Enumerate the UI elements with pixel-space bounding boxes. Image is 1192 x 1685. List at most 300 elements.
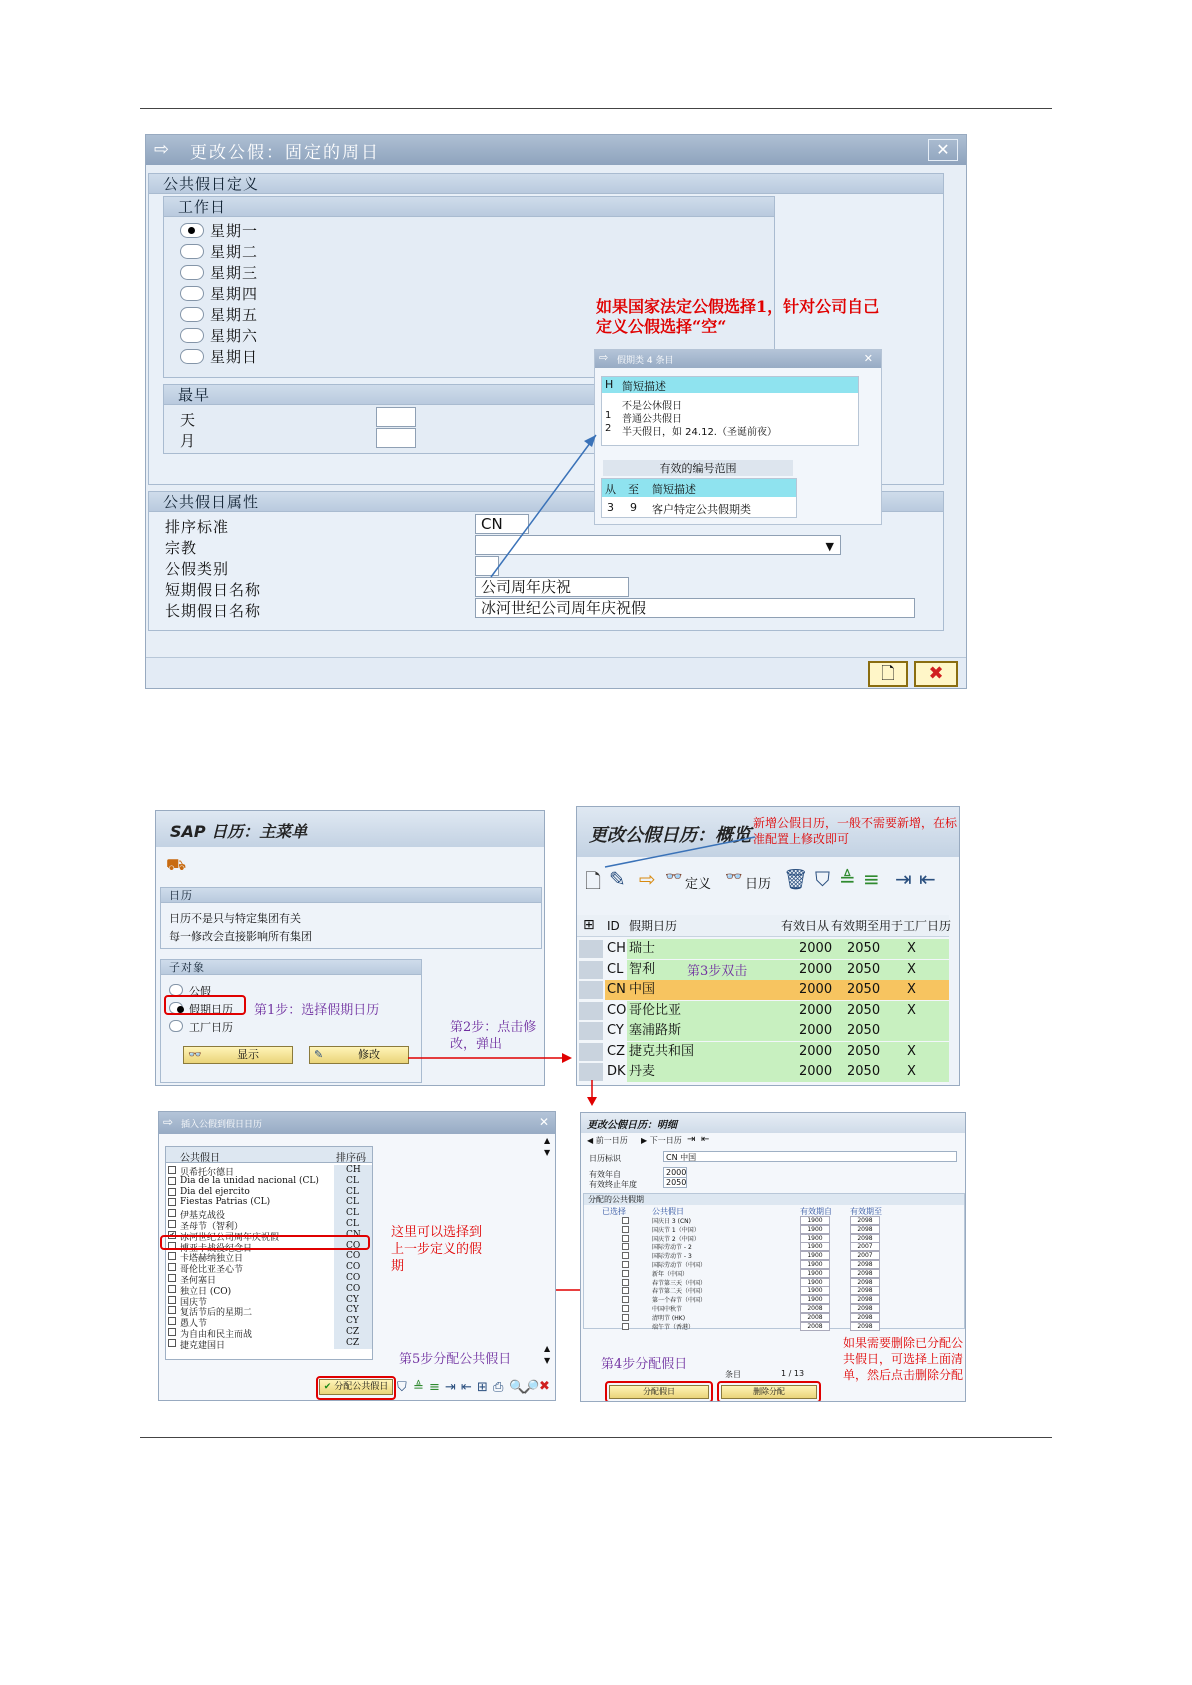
next-calendar-button[interactable]: ▶ 下一日历 [641,1136,682,1145]
list-item[interactable] [166,1176,372,1187]
select-all-icon[interactable]: ⇥ [445,1380,456,1395]
popup-close-icon[interactable]: ✕ [863,352,873,365]
table-row[interactable] [584,1242,964,1251]
assigned-checkbox[interactable] [622,1279,629,1286]
display-button-label: 显示 [237,1048,259,1061]
holiday-name: 复活节后的星期二 [180,1308,253,1319]
table-row[interactable] [584,1269,964,1278]
label-sort-criteria: 排序标准 [165,518,230,536]
label-valid-from: 有效年自 [589,1170,621,1179]
short-name-input[interactable]: 公司周年庆祝 [475,577,629,597]
holiday-checkbox[interactable]: ✔ [169,1230,175,1239]
holiday-code: CN [346,1229,361,1240]
holiday-code: CL [346,1175,359,1186]
new-document-button[interactable]: 🗋 [868,661,908,687]
popup-row-text[interactable]: 不是公休假日 [622,401,682,412]
holiday-name: 伊基克战役 [180,1211,226,1222]
assigned-checkbox[interactable] [622,1252,629,1259]
step4-annotation: 第4步分配假日 [601,1357,688,1372]
holiday-code: CY [346,1305,359,1316]
weekday-label: 星期二 [210,243,259,261]
assigned-holiday-name: 国庆日 3 (CN) [652,1218,691,1225]
overview-col-header: ID [607,919,620,933]
list-item[interactable] [166,1165,372,1176]
holiday-checkbox[interactable] [168,1188,176,1196]
holiday-name: 圣母节（智利） [180,1222,244,1232]
row-to: 2050 [847,1043,881,1059]
calendar-note-1: 日历不是只与特定集团有关 [169,912,301,925]
close-icon[interactable]: ✕ [928,139,958,161]
valid-from-field[interactable]: 2000 [663,1167,687,1178]
assigned-checkbox[interactable] [622,1314,629,1321]
holiday-calendar-detail [580,1112,966,1402]
list-item[interactable] [166,1284,372,1295]
list-item[interactable] [166,1305,372,1319]
assigned-to: 2098 [850,1260,880,1269]
step1-annotation: 第1步：选择假期日历 [254,1003,380,1018]
row-id: CN [607,982,626,997]
highlight-assign-button [605,1381,713,1402]
main-menu-title: SAP 日历：主菜单 [170,822,308,841]
assigned-from: 1900 [800,1286,830,1295]
insert-annotation: 这里可以选择到上一步定义的假期 [391,1225,483,1274]
range-col-from: 从 [605,483,616,496]
holiday-code: CL [346,1208,359,1219]
highlight-assign-holiday-button [316,1376,396,1400]
glasses-icon: 👓 [188,1048,202,1061]
holiday-code: CY [346,1294,359,1305]
detail-nav [581,1133,965,1147]
holiday-checkbox[interactable] [168,1209,176,1217]
row-id: CZ [607,1043,625,1059]
weekday-label: 星期日 [210,348,259,366]
assigned-to: 2098 [850,1278,880,1287]
row-from: 2000 [799,961,833,977]
table-row[interactable] [584,1304,964,1313]
scroll-bottom-down-icon[interactable]: ▼ [544,1356,551,1365]
list-item[interactable] [166,1262,372,1276]
group-holiday-definition-title: 公共假日定义 [149,174,943,194]
group-subobject-title: 子对象 [161,960,421,975]
holiday-name: 愚人节 [180,1319,208,1330]
insert-list [165,1146,373,1360]
scroll-up-icon[interactable]: ▲ [544,1136,551,1145]
assigned-checkbox[interactable] [622,1323,629,1330]
assigned-from: 1900 [800,1260,830,1269]
holiday-checkbox[interactable] [168,1285,176,1293]
print-icon[interactable]: ⎙ [493,1380,504,1395]
table-row[interactable] [584,1234,964,1243]
insert-col-holiday: 公共假日 [180,1153,220,1164]
calendar-glasses-icon[interactable]: 👓 [725,869,743,885]
insert-col-sort: 排序码 [336,1153,366,1164]
label-long-name: 长期假日名称 [165,602,262,620]
assigned-from: 1900 [800,1216,830,1225]
row-id: CY [607,1023,624,1038]
highlight-delete-button [717,1381,821,1402]
sort-criteria-input[interactable]: CN [475,514,529,534]
range-row-from: 3 [607,501,614,514]
assigned-from: 1900 [800,1269,830,1278]
label-short-name: 短期假日名称 [165,581,262,599]
group-earliest-title: 最早 [164,385,624,405]
assigned-checkbox[interactable] [622,1287,629,1294]
assigned-from: 1900 [800,1295,830,1304]
export-icon[interactable]: ⇥ [895,867,912,891]
row-to: 2050 [847,1064,881,1079]
list-item[interactable] [166,1197,372,1208]
assigned-from: 2008 [800,1304,830,1313]
edit-pencil-icon[interactable]: ✎ [609,867,626,891]
truck-icon[interactable]: ⛟ [166,855,187,874]
scroll-down-icon[interactable]: ▼ [544,1148,551,1157]
insert-titlebar [159,1112,555,1134]
entries-label: 条目 [725,1370,741,1379]
holiday-name: Fiestas Patrias (CL) [180,1197,271,1208]
row-name: 哥伦比亚 [629,1002,682,1018]
detail-import-icon[interactable]: ⇤ [701,1134,710,1145]
sort-descending-icon[interactable]: ≡ [863,867,880,891]
assigned-checkbox[interactable] [622,1217,629,1224]
label-calendar-id: 日历标识 [589,1154,621,1163]
row-used: X [907,961,916,977]
col-holiday: 公共假日 [652,1207,684,1216]
label-month: 月 [180,432,197,450]
overview-title: 更改公假日历：概览 [589,825,751,846]
row-from: 2000 [799,1043,833,1059]
assigned-holiday-name: 国际劳动节 - 2 [652,1244,692,1252]
group-assigned-holidays [583,1193,965,1329]
insert-holiday-dialog [158,1111,556,1401]
assigned-checkbox[interactable] [622,1235,629,1242]
prev-calendar-label: 前一日历 [595,1136,628,1145]
insert-list-header [166,1147,372,1163]
holiday-checkbox[interactable] [168,1166,176,1174]
table-settings-icon[interactable]: ⊞ [583,917,595,933]
row-to: 2050 [847,1002,881,1018]
annotation-holiday-class: 如果国家法定公假选择1，针对公司自己定义公假选择“空“ [596,297,880,336]
holiday-checkbox[interactable] [168,1220,176,1228]
table-row[interactable] [584,1313,964,1322]
overview-col-header: 假期日历 [629,919,678,933]
holiday-name: Dia del ejercito [180,1186,250,1197]
cancel-button[interactable]: ✖ [914,661,958,687]
assigned-to: 2098 [850,1234,880,1243]
assigned-holiday-name: 中国中秋节 [652,1306,683,1313]
assigned-holiday-name: 春节第三天（中国） [652,1279,707,1287]
holiday-code: CL [346,1197,359,1208]
row-to: 2050 [847,1023,881,1038]
assigned-from: 2008 [800,1322,830,1331]
overview-col-header: 有效期至 [831,919,880,933]
list-item[interactable] [166,1251,372,1265]
cancel-icon[interactable]: ✖ [539,1379,550,1394]
subobject-label: 公假 [189,985,211,998]
group-attributes-title: 公共假日属性 [149,492,943,512]
long-name-input[interactable]: 冰河世纪公司周年庆祝假 [475,598,915,618]
assigned-checkbox[interactable] [622,1296,629,1303]
subobject-label: 假期日历 [189,1003,233,1016]
assign-holiday-label: 分配假日 [643,1387,675,1396]
assigned-to: 2098 [850,1295,880,1304]
next-calendar-label: 下一日历 [649,1136,682,1145]
assigned-to: 2007 [850,1251,880,1260]
weekday-label: 星期五 [210,306,259,324]
holiday-checkbox[interactable] [168,1317,176,1325]
assigned-to: 2098 [850,1269,880,1278]
assigned-holiday-name: 新年（中国） [652,1270,689,1278]
list-item[interactable] [166,1187,372,1198]
detail-title: 更改公假日历：明细 [587,1120,677,1131]
insert-dialog-title: 插入公假到假日日历 [181,1120,263,1130]
assigned-from: 1900 [800,1234,830,1243]
assigned-holiday-name: 国庆节 1（中国） [652,1226,700,1234]
trash-icon[interactable]: 🗑 [783,867,809,891]
row-id: CL [607,961,624,977]
highlight-checked-holiday [160,1235,370,1250]
row-to: 2050 [847,982,881,997]
holiday-name: 哥伦比亚圣心节 [180,1265,244,1276]
insert-dialog-icon: ⇨ [163,1115,174,1129]
row-name: 瑞士 [629,941,656,956]
check-icon: ✔ [323,1382,332,1392]
holiday-name: 冰河世纪公司周年庆祝假 [180,1232,280,1243]
holiday-code: CZ [346,1327,360,1337]
assigned-checkbox[interactable] [622,1270,629,1277]
assigned-holiday-name: 国际劳动节（中国） [652,1262,707,1269]
row-used: X [907,1002,916,1018]
weekday-label: 星期一 [210,222,259,240]
assigned-to: 2007 [850,1242,880,1251]
holiday-code: CO [346,1273,361,1283]
assigned-from: 1900 [800,1225,830,1234]
assigned-from: 1900 [800,1278,830,1287]
label-religion: 宗教 [165,539,198,557]
holiday-name: 圣何塞日 [180,1276,217,1286]
assigned-holiday-name: 春节第二天（中国） [652,1288,707,1296]
holiday-checkbox[interactable] [168,1328,176,1336]
holiday-name: 贝希托尔德日 [180,1168,235,1178]
group-calendar-title: 日历 [161,888,541,903]
table-row[interactable] [584,1322,964,1331]
row-id: CH [607,941,626,956]
row-name: 捷克共和国 [629,1043,695,1059]
holiday-checkbox[interactable] [168,1296,176,1304]
assigned-checkbox[interactable] [622,1261,629,1268]
sort-ascending-icon[interactable]: ≜ [413,1380,424,1395]
holiday-name: 国庆节 [180,1297,208,1308]
holiday-checkbox[interactable] [168,1306,176,1314]
weekday-label: 星期六 [210,327,259,345]
delete-assignment-label: 删除分配 [753,1387,785,1396]
table-row[interactable] [584,1286,964,1295]
scroll-bottom-up-icon[interactable]: ▲ [544,1344,551,1353]
list-item[interactable] [166,1316,372,1330]
assigned-holiday-name: 国际劳动节 - 3 [652,1253,692,1261]
col-selected: 已选择 [602,1207,626,1216]
sort-ascending-icon[interactable]: ≜ [839,867,856,891]
popup-row-text[interactable]: 半天假日，如 24.12.（圣诞前夜） [622,427,777,438]
overview-annotation: 新增公假日历，一般不需要新增，在标准配置上修改即可 [753,816,958,846]
range-col-desc: 简短描述 [652,483,696,496]
holiday-name: 独立日 (CO) [180,1286,232,1297]
row-from: 2000 [799,1064,833,1079]
holiday-checkbox[interactable] [168,1198,176,1206]
popup-row-code: 1 [605,410,612,421]
holiday-name: Dia de la unidad nacional (CL) [180,1175,319,1186]
label-valid-to: 有效终止年度 [589,1180,637,1189]
assigned-to: 2098 [850,1304,880,1313]
row-to: 2050 [847,961,881,977]
row-id: CO [607,1002,627,1018]
group-assigned-title: 分配的公共假期 [584,1194,964,1205]
valid-to-field[interactable]: 2050 [663,1177,687,1188]
table-row[interactable] [584,1260,964,1269]
holiday-code: CL [346,1219,359,1229]
row-used: X [907,982,916,997]
assigned-holiday-name: 第一个春节（中国） [652,1297,707,1305]
weekday-label: 星期三 [210,264,259,282]
holiday-code: CH [346,1165,361,1175]
group-workday-title: 工作日 [164,197,774,217]
list-item[interactable] [166,1219,372,1230]
row-used: X [907,1064,916,1079]
table-row[interactable] [584,1251,964,1260]
entries-value: 1 / 13 [781,1369,805,1378]
deselect-all-icon[interactable]: ⇤ [461,1380,472,1395]
assigned-to: 2098 [850,1286,880,1295]
assigned-holiday-name: 清明节 (HK) [652,1314,686,1322]
assigned-checkbox[interactable] [622,1226,629,1233]
assigned-from: 1900 [800,1251,830,1260]
col-from: 有效期自 [800,1207,832,1216]
calendar-id-field[interactable]: CN 中国 [663,1151,957,1162]
assign-holiday-label: 分配公共假日 [334,1382,389,1392]
table-row[interactable] [584,1225,964,1234]
settings-icon[interactable]: ⊞ [477,1380,488,1395]
range-col-to: 至 [628,483,639,496]
holiday-checkbox[interactable] [168,1263,176,1271]
row-name: 丹麦 [629,1064,656,1079]
table-row[interactable] [584,1216,964,1225]
assigned-from: 1900 [800,1242,830,1251]
assigned-to: 2098 [850,1322,880,1331]
popup-col-h: H [605,378,614,391]
col-to: 有效期至 [850,1207,882,1216]
holiday-name: 捷克建国日 [180,1340,226,1351]
overview-col-header: 用于工厂日历 [879,919,952,933]
holiday-checkbox[interactable] [168,1274,176,1282]
step3-annotation: 第3步双击 [687,964,748,979]
assigned-to: 2098 [850,1225,880,1234]
holiday-name: 为自由和民主而战 [180,1330,253,1340]
holiday-name: 卡塔赫纳独立日 [180,1254,244,1265]
step5-annotation: 第5步分配公共假日 [399,1352,512,1367]
list-item[interactable] [166,1273,372,1284]
list-item[interactable] [166,1295,372,1306]
step2-annotation: 第2步：点击修改，弹出 [450,1020,537,1052]
detail-annotation: 如果需要删除已分配公共假日，可选择上面清单，然后点击删除分配 [843,1336,964,1382]
row-name: 智利 [629,961,656,977]
calendar-note-2: 每一修改会直接影响所有集团 [169,930,312,943]
overview-col-header: 有效日从 [781,919,830,933]
row-from: 2000 [799,941,833,956]
assigned-holiday-name: 国庆节 2（中国） [652,1235,700,1243]
sort-descending-icon[interactable]: ≡ [429,1380,440,1395]
holiday-checkbox[interactable] [168,1252,176,1260]
holiday-code: CO [346,1240,361,1251]
filter-icon[interactable]: ⛉ [397,1380,407,1395]
popup-col-desc: 简短描述 [622,380,666,393]
table-row[interactable] [584,1278,964,1287]
toolbar-calendar-label[interactable]: 日历 [745,877,772,892]
copy-icon[interactable]: ⇨ [639,867,656,891]
row-name: 塞浦路斯 [629,1023,682,1038]
prev-calendar-button[interactable]: ◀ 前一日历 [587,1136,628,1145]
popup-icon: ⇨ [599,351,609,364]
holiday-code: CZ [346,1337,360,1348]
new-entry-icon[interactable]: 🗋 [585,869,602,893]
holiday-code: CO [346,1283,361,1294]
dialog-icon: ⇨ [154,139,170,160]
list-item[interactable] [166,1327,372,1338]
row-used: X [907,941,916,956]
label-day: 天 [180,411,197,429]
holiday-code: CO [346,1262,361,1273]
filter-icon[interactable]: ⛉ [815,867,830,891]
list-item[interactable] [166,1208,372,1222]
assigned-from: 2008 [800,1313,830,1322]
holiday-code: CL [346,1186,359,1197]
holiday-checkbox[interactable] [168,1339,176,1347]
range-row-to: 9 [630,501,637,514]
row-name: 中国 [629,982,656,997]
subobject-label: 工厂日历 [189,1021,233,1034]
row-to: 2050 [847,941,881,956]
row-from: 2000 [799,1002,833,1018]
holiday-code: CY [346,1316,359,1327]
define-glasses-icon[interactable]: 👓 [665,869,683,885]
weekday-label: 星期四 [210,285,259,303]
import-icon[interactable]: ⇤ [919,867,936,891]
assigned-checkbox[interactable] [622,1243,629,1250]
find-icon[interactable]: 🔍 [509,1380,526,1395]
find-next-icon[interactable]: 🔎 [523,1380,540,1395]
chevron-down-icon: ▼ [825,540,834,553]
table-row[interactable] [584,1295,964,1304]
holiday-name: 博亚卡战役纪念日 [180,1243,253,1254]
row-from: 2000 [799,1023,833,1038]
assigned-holiday-name: 端午节（香港） [652,1323,695,1331]
popup-range-title: 有效的编号范围 [603,460,793,476]
holiday-code: CO [346,1251,361,1262]
popup-row-code: 2 [605,423,612,434]
popup-row-text[interactable]: 普通公共假日 [622,414,682,425]
detail-titlebar [581,1113,965,1133]
insert-scrollbar[interactable] [543,1136,555,1366]
insert-close-icon[interactable]: ✕ [538,1115,549,1129]
range-row-text: 客户特定公共假期类 [652,503,751,516]
assigned-to: 2098 [850,1313,880,1322]
detail-export-icon[interactable]: ⇥ [687,1134,696,1145]
holiday-checkbox[interactable] [168,1177,176,1185]
label-holiday-class: 公假类别 [165,560,230,578]
pencil-icon: ✎ [314,1048,324,1061]
list-item[interactable] [166,1338,372,1349]
assigned-checkbox[interactable] [622,1305,629,1312]
toolbar-define-label[interactable]: 定义 [685,877,712,892]
row-used: X [907,1043,916,1059]
